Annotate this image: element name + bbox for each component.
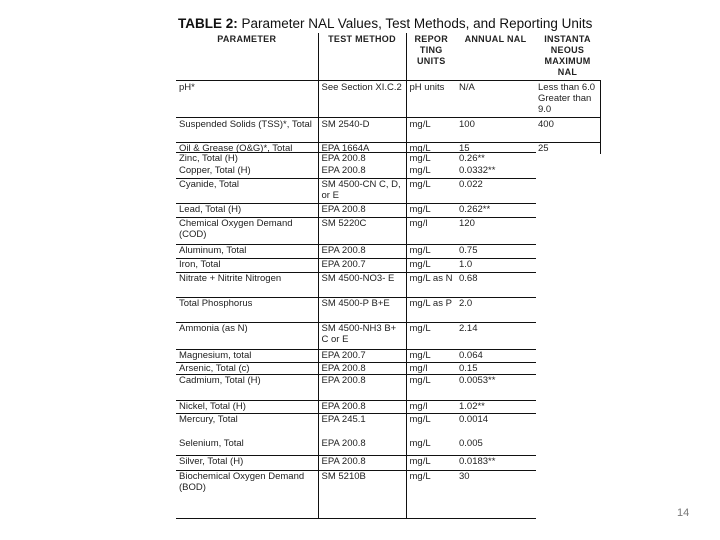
cell-annual: 0.022 [456, 179, 536, 204]
cell-method: See Section XI.C.2 [318, 80, 406, 117]
cell-method: EPA 200.7 [318, 350, 406, 363]
table-bottom-border [176, 518, 536, 519]
cell-annual: 1.0 [456, 259, 536, 273]
table-row [176, 375, 536, 401]
cell-method: EPA 245.1 [318, 414, 406, 438]
cell-parameter: Ammonia (as N) [176, 323, 318, 350]
cell-method: EPA 200.8 [318, 375, 406, 401]
cell-method: EPA 200.8 [318, 204, 406, 218]
cell-method: SM 4500-NO3- E [318, 273, 406, 298]
cell-units: mg/L [406, 375, 456, 401]
table-row [176, 273, 536, 298]
cell-parameter: Nickel, Total (H) [176, 401, 318, 414]
cell-units: pH units [406, 80, 456, 117]
page-number: 14 [677, 507, 690, 519]
cell-units: mg/L [406, 323, 456, 350]
table-row [176, 323, 536, 350]
cell-parameter: Chemical Oxygen Demand (COD) [176, 218, 318, 245]
cell-method: SM 2540-D [318, 117, 406, 142]
cell-units: mg/L [406, 245, 456, 259]
table-title-text: Parameter NAL Values, Test Methods, and Reporting Units [237, 16, 593, 31]
cell-method: EPA 200.8 [318, 363, 406, 375]
cell-parameter: Cyanide, Total [176, 179, 318, 204]
cell-annual: 0.005 [459, 437, 483, 449]
cell-annual: 100 [456, 117, 535, 142]
table-row [176, 218, 536, 245]
cell-annual: 120 [456, 218, 536, 245]
cell-units: mg/L as P [406, 298, 456, 323]
cell-annual: 0.75 [456, 245, 536, 259]
cell-method: SM 4500-P B+E [318, 298, 406, 323]
cell-units: mg/L [406, 153, 456, 165]
cell-units: mg/L [406, 471, 456, 519]
cell-units: mg/L [406, 350, 456, 363]
table-row [176, 259, 536, 273]
header-reporting-units: REPOR TING UNITS [406, 33, 456, 80]
cell-method: EPA 1664A [318, 142, 406, 154]
cell-units: mg/L [406, 165, 456, 179]
table-row [176, 165, 536, 179]
cell-annual: 0.0014 [456, 414, 536, 438]
cell-annual: 0.15 [456, 363, 536, 375]
cell-parameter: Cadmium, Total (H) [176, 375, 318, 401]
cell-annual: 0.0332** [459, 164, 496, 176]
table-row [176, 471, 536, 519]
cell-units: mg/L as N [406, 273, 456, 298]
header-test-method: TEST METHOD [318, 33, 406, 80]
cell-parameter: Copper, Total (H) [179, 164, 251, 176]
cell-method: SM 4500-CN C, D, or E [318, 179, 406, 204]
cell-annual: 2.0 [456, 298, 536, 323]
table-row [176, 117, 600, 142]
cell-instant: 400 [535, 117, 600, 142]
nal-table-top [176, 33, 601, 154]
cell-parameter: Arsenic, Total (c) [176, 363, 318, 375]
cell-parameter: Suspended Solids (TSS)*, Total [176, 117, 318, 142]
header-instantaneous-max-nal: INSTANTA NEOUS MAXIMUM NAL [544, 34, 591, 77]
cell-annual: 2.14 [456, 323, 536, 350]
table-row [176, 401, 536, 414]
header-annual-nal: ANNUAL NAL [464, 34, 527, 44]
cell-parameter: Zinc, Total (H) [176, 153, 318, 165]
cell-method: EPA 200.7 [318, 259, 406, 273]
cell-method: EPA 200.8 [318, 153, 406, 165]
table-row [176, 414, 536, 438]
cell-method: EPA 200.8 [318, 165, 406, 179]
cell-parameter: Selenium, Total [179, 437, 244, 449]
cell-annual: 15 [456, 142, 535, 154]
cell-method: EPA 200.8 [318, 456, 406, 471]
table-row [176, 298, 536, 323]
cell-annual: 0.064 [456, 350, 536, 363]
cell-annual: 0.26** [456, 153, 536, 165]
cell-method: EPA 200.8 [318, 401, 406, 414]
cell-annual: 0.262** [456, 204, 536, 218]
cell-units: mg/L [406, 259, 456, 273]
cell-units: mg/L [406, 456, 456, 471]
cell-method: SM 4500-NH3 B+ C or E [318, 323, 406, 350]
cell-annual: 0.0053** [456, 375, 536, 401]
cell-units: mg/L [406, 414, 456, 438]
cell-method: EPA 200.8 [318, 245, 406, 259]
cell-parameter: Mercury, Total [176, 414, 318, 438]
cell-method: SM 5210B [318, 471, 406, 519]
cell-parameter: Silver, Total (H) [176, 456, 318, 471]
cell-annual: 1.02** [456, 401, 536, 414]
cell-parameter: Oil & Grease (O&G)*, Total [176, 142, 318, 154]
table-row [176, 204, 536, 218]
header-row [176, 33, 600, 80]
cell-method: SM 5220C [318, 218, 406, 245]
cell-annual: 0.68 [456, 273, 536, 298]
cell-units: mg/l [406, 401, 456, 414]
cell-parameter: Iron, Total [176, 259, 318, 273]
table-row [176, 438, 536, 456]
cell-parameter: Lead, Total (H) [176, 204, 318, 218]
cell-parameter: Magnesium, total [176, 350, 318, 363]
table-row [176, 245, 536, 259]
cell-units: mg/L [406, 117, 456, 142]
cell-units: mg/L [406, 204, 456, 218]
table-row [176, 80, 600, 117]
cell-parameter: pH* [176, 80, 318, 117]
table-row [176, 153, 536, 165]
cell-units: mg/l [406, 218, 456, 245]
cell-parameter: Biochemical Oxygen Demand (BOD) [176, 471, 318, 519]
header-parameter: PARAMETER [217, 34, 277, 44]
cell-instant: Less than 6.0 Greater than 9.0 [535, 80, 600, 117]
nal-table [176, 152, 536, 519]
cell-annual: N/A [456, 80, 535, 117]
table-row [176, 363, 536, 375]
table-title [178, 16, 592, 31]
cell-instant: 25 [535, 142, 600, 154]
table-row [176, 456, 536, 471]
cell-parameter: Aluminum, Total [176, 245, 318, 259]
cell-units: mg/L [406, 179, 456, 204]
cell-method: EPA 200.8 [318, 438, 406, 456]
cell-units: mg/L [406, 438, 456, 456]
cell-annual: 30 [456, 471, 536, 519]
cell-annual: 0.0183** [456, 456, 536, 471]
table-title-label: TABLE 2: [178, 16, 238, 31]
table-row [176, 179, 536, 204]
cell-units: mg/L [406, 142, 456, 154]
table-row [176, 350, 536, 363]
cell-parameter: Nitrate + Nitrite Nitrogen [176, 273, 318, 298]
cell-units: mg/l [406, 363, 456, 375]
cell-parameter: Total Phosphorus [176, 298, 318, 323]
